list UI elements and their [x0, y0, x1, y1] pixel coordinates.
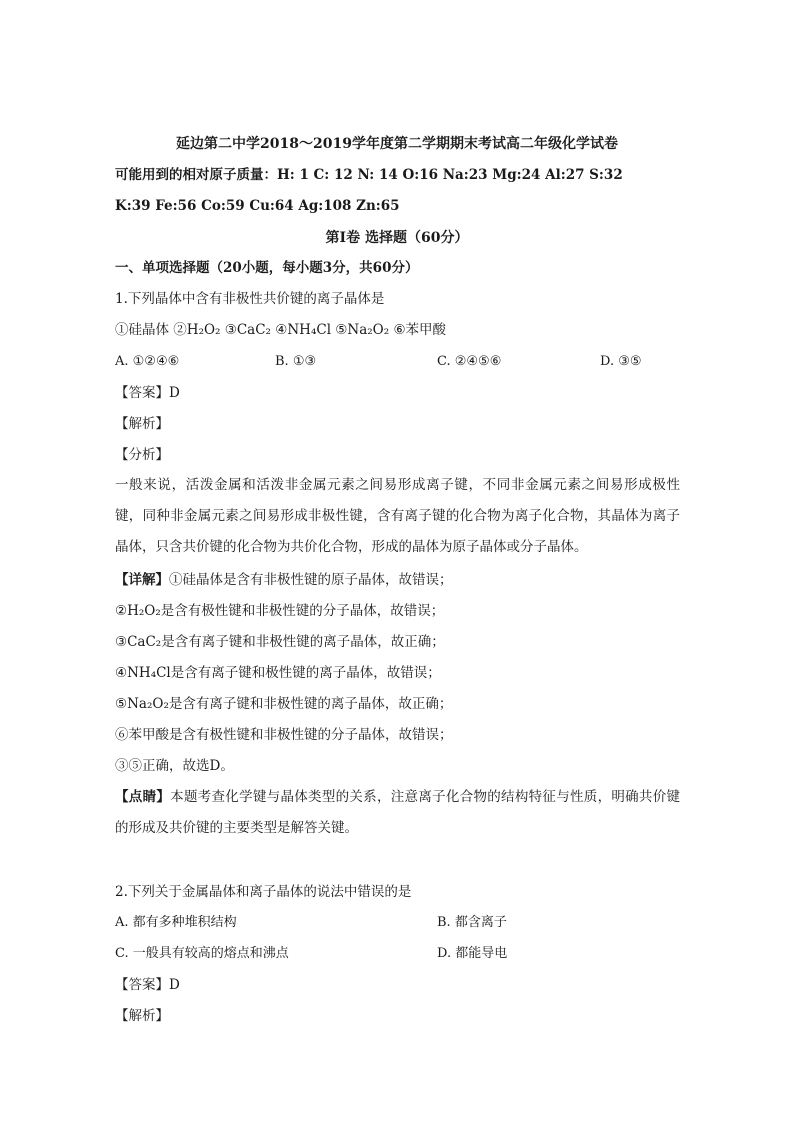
question-1-analysis-label: 【解析】	[115, 416, 169, 432]
question-1-option-c: C. ②④⑤⑥	[437, 354, 502, 369]
question-1-conclusion: ③⑤正确，故选D。	[115, 758, 234, 774]
part-title: 第Ⅰ卷 选择题（60分）	[325, 230, 469, 246]
question-1-comment	[115, 782, 680, 844]
question-2-analysis-label: 【解析】	[115, 1008, 169, 1024]
question-2-stem: 2.下列关于金属晶体和离子晶体的说法中错误的是	[115, 884, 412, 900]
question-2-option-a: A. 都有多种堆积结构	[115, 915, 237, 930]
question-1-analysis-sub: 【分析】	[115, 447, 169, 463]
exam-title: 延边第二中学2018～2019学年度第二学期期末考试高二年级化学试卷	[176, 136, 618, 152]
question-1-detail-1	[115, 570, 453, 590]
question-1-items: ①硅晶体 ②H₂O₂ ③CaC₂ ④NH₄Cl ⑤Na₂O₂ ⑥苯甲酸	[115, 322, 447, 338]
comment-label: 【点睛】	[115, 789, 171, 805]
comment-text: 本题考查化学键与晶体类型的关系，注意离子化合物的结构特征与性质，明确共价键的形成及共价键的主要类型是解答关键。	[115, 789, 681, 836]
detail-text: ①硅晶体是含有非极性键的原子晶体，故错误；	[169, 572, 453, 588]
question-1-detail-2: ②H₂O₂是含有极性键和非极性键的分子晶体，故错误；	[115, 603, 445, 619]
question-1-detail-4: ④NH₄Cl是含有离子键和极性键的离子晶体，故错误；	[115, 665, 441, 681]
question-1-answer: 【答案】D	[115, 385, 180, 401]
question-1-option-a: A. ①②④⑥	[115, 354, 180, 369]
question-2-option-b: B. 都含离子	[437, 915, 507, 930]
question-1-option-b: B. ①③	[275, 354, 317, 369]
question-1-option-d: D. ③⑤	[600, 354, 642, 369]
atomic-mass-line-1: 可能用到的相对原子质量：H: 1 C: 12 N: 14 O:16 Na:23 Mg:24 Al:27 S:32	[115, 167, 623, 183]
atomic-mass-line-2: K:39 Fe:56 Co:59 Cu:64 Ag:108 Zn:65	[115, 198, 400, 214]
question-1-analysis-text: 一般来说，活泼金属和活泼非金属元素之间易形成离子键，不同非金属元素之间易形成极性键，同种非金属元素之间易形成非极性键，含有离子键的化合物为离子化合物，其晶体为离子晶体，只含共价键的化合物为共价化合物，形成的晶体为原子晶体或分子晶体。	[115, 477, 680, 555]
question-2-option-d: D. 都能导电	[437, 946, 508, 961]
section-title: 一、单项选择题（20小题，每小题3分，共60分）	[115, 260, 419, 276]
question-2-option-c: C. 一般具有较高的熔点和沸点	[115, 946, 289, 961]
question-1-detail-5: ⑤Na₂O₂是含有离子键和非极性键的离子晶体，故正确；	[115, 696, 453, 712]
question-1-stem: 1.下列晶体中含有非极性共价键的离子晶体是	[115, 291, 385, 307]
question-1-detail-3: ③CaC₂是含有离子键和非极性键的离子晶体，故正确；	[115, 634, 445, 650]
question-2-answer: 【答案】D	[115, 977, 180, 993]
question-1-detail-6: ⑥苯甲酸是含有极性键和非极性键的分子晶体，故错误；	[115, 727, 453, 743]
detail-label: 【详解】	[115, 572, 169, 588]
